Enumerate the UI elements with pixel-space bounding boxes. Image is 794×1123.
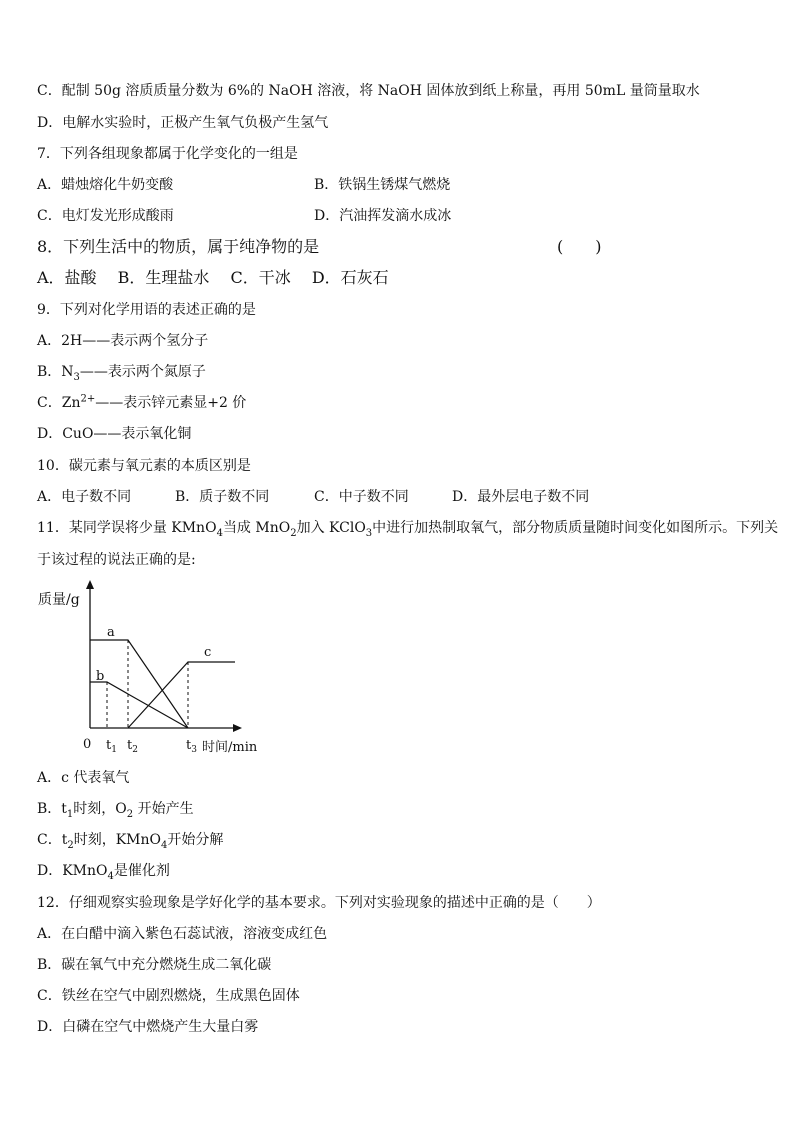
y-axis-label: 质量/g	[38, 592, 80, 608]
tick-t3: $t_3$	[186, 738, 197, 755]
origin-label: 0	[83, 737, 92, 752]
x-axis-arrow	[233, 724, 242, 732]
q8-options: A．盐酸 B．生理盐水 C．干冰 D．石灰石	[37, 268, 389, 287]
q6-option-c: C．配制 50g 溶质质量分数为 6%的 NaOH 溶液，将 NaOH 固体放到纸上称量，再用 50mL 量筒量取水	[37, 83, 700, 99]
q12-option-c: C．铁丝在空气中剧烈燃烧，生成黑色固体	[37, 988, 300, 1004]
q11-stem-line2: 于该过程的说法正确的是:	[37, 552, 196, 568]
q10-stem: 10．碳元素与氧元素的本质区别是	[37, 458, 251, 474]
q11-stem-line1: 11．某同学误将少量 KMnO$_4$当成 MnO$_2$加入 KClO$_3$中进行加热制取氧气，部分物质质量随时间变化如图所示。下列关	[37, 520, 779, 539]
q11-option-b: B．$t_1$时刻，$O_2$ 开始产生	[37, 801, 194, 820]
q9-option-c: C．$Zn^{2+}——$表示锌元素显+2 价	[37, 393, 247, 411]
curve-a	[90, 640, 188, 728]
q9-option-b: B．$N_3——$表示两个氮原子	[37, 364, 206, 383]
q8-stem: 8．下列生活中的物质，属于纯净物的是	[37, 237, 320, 256]
curve-b	[90, 682, 188, 728]
q8-bracket: ( )	[557, 237, 602, 256]
y-axis-arrow	[86, 580, 94, 589]
q12-option-b: B．碳在氧气中充分燃烧生成二氧化碳	[37, 957, 272, 973]
q7-stem: 7．下列各组现象都属于化学变化的一组是	[37, 146, 298, 162]
q7-option-c: C．电灯发光形成酸雨	[37, 208, 174, 224]
q11-option-c: C．$t_2$时刻，KMnO$_4$开始分解	[37, 832, 224, 851]
mass-time-graph	[30, 578, 270, 758]
label-a: a	[107, 625, 115, 640]
q10-option-c: C．中子数不同	[314, 489, 409, 505]
q7-option-d: D．汽油挥发滴水成冰	[314, 208, 452, 224]
tick-t1: $t_1$	[106, 738, 117, 755]
q7-option-a: A．蜡烛熔化牛奶变酸	[37, 177, 174, 193]
q12-option-a: A．在白醋中滴入紫色石蕊试液，溶液变成红色	[37, 926, 328, 942]
label-c: c	[204, 645, 212, 660]
q9-option-d: D．CuO——表示氧化铜	[37, 426, 192, 442]
tick-t2: $t_2$	[127, 738, 138, 755]
q12-stem: 12．仔细观察实验现象是学好化学的基本要求。下列对实验现象的描述中正确的是（ ）	[37, 895, 601, 911]
q12-option-d: D．白磷在空气中燃烧产生大量白雾	[37, 1019, 259, 1035]
q10-option-d: D．最外层电子数不同	[452, 489, 590, 505]
q11-option-a: A．c 代表氧气	[37, 770, 130, 786]
q9-stem: 9．下列对化学用语的表述正确的是	[37, 302, 256, 318]
q10-option-b: B．质子数不同	[175, 489, 270, 505]
x-axis-label: 时间/min	[202, 740, 258, 755]
q7-option-b: B．铁锅生锈煤气燃烧	[314, 177, 451, 193]
q11-option-d: D．KMnO$_4$是催化剂	[37, 863, 170, 882]
q6-option-d: D．电解水实验时，正极产生氧气负极产生氢气	[37, 115, 329, 131]
q10-option-a: A．电子数不同	[37, 489, 132, 505]
label-b: b	[96, 669, 105, 684]
q9-option-a: A．2H——表示两个氢分子	[37, 333, 209, 349]
